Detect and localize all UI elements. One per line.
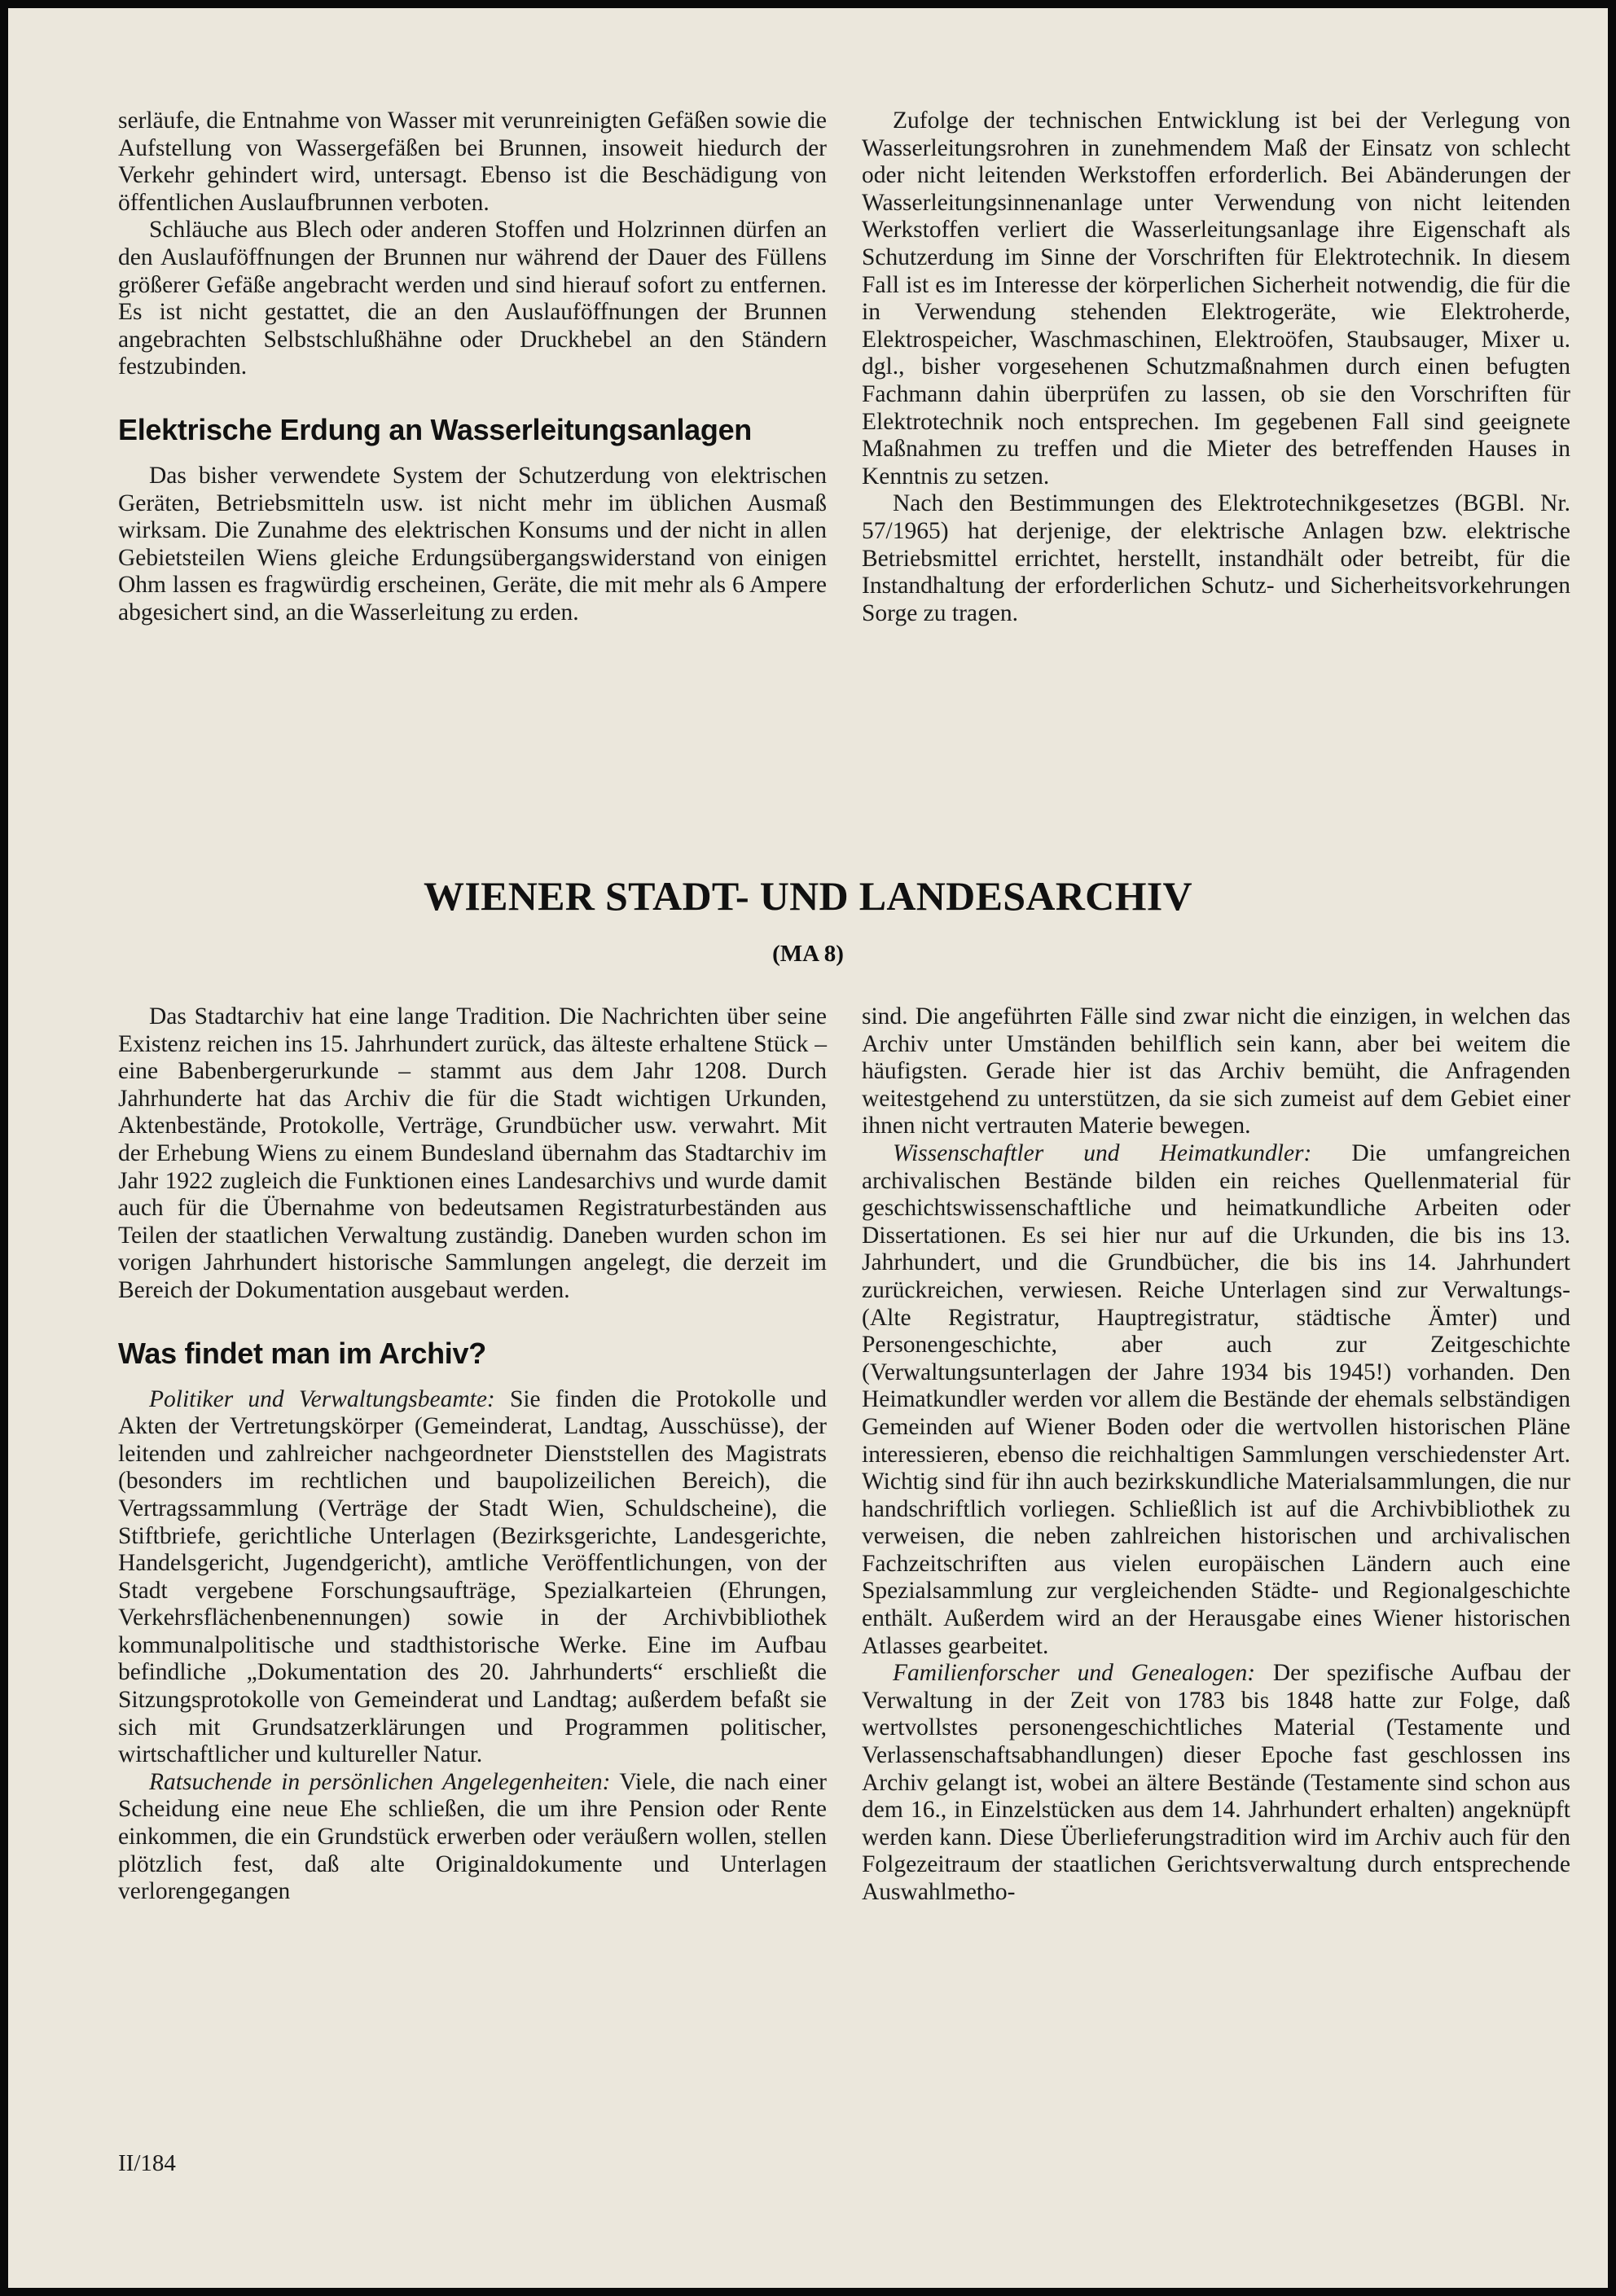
document-page (8, 8, 1608, 2288)
paragraph-body: Sie finden die Protokolle und Akten der Vertretungskörper (Gemeinderat, Landtag, Ausschüsse), der leitenden und zahlreicher nachgeordneter Dienststellen des Magistrats (besonders im rechtlichen und baupolizeilichen Bereich), die Vertragssammlung (Verträge der Stadt Wien, Schuldscheine), die Stiftbriefe, gerichtliche Unterlagen (Bezirksgerichte, Landesgerichte, Handelsgericht, Jugendgericht), amtliche Veröffentlichungen, von der Stadt vergebene Forschungsaufträge, Spezialkarteien (Ehrungen, Verkehrsflächenbenennungen) sowie in der Archivbibliothek kommunalpolitische und stadthistorische Werke. Eine im Aufbau befindliche „Dokumentation des 20. Jahrhunderts“ erschließt die Sitzungsprotokolle von Gemeinderat und Landtag; außerdem befaßt sie sich mit Grundsatzerklärungen und Programmen politischer, wirtschaftlicher und kultureller Natur. (118, 1385, 827, 1768)
paragraph (118, 1769, 827, 1906)
paragraph: sind. Die angeführten Fälle sind zwar nicht die einzigen, in welchen das Archiv unter Umständen behilflich sein kann, aber bei weitem die häufigsten. Gerade hier ist das Archiv bemüht, die Anfragenden weitestgehend zu unterstützen, da sie sich zumeist auf dem Gebiet einer ihnen nicht vertrauten Materie bewegen. (862, 1003, 1570, 1139)
paragraph (862, 1660, 1570, 1906)
paragraph-lead: Familienforscher und Genealogen: (893, 1660, 1256, 1687)
section-subtitle: (MA 8) (772, 941, 844, 967)
paragraph-lead: Ratsuchende in persönlichen Angelegenheiten: (149, 1768, 611, 1795)
paragraph-body: Der spezifische Aufbau der Verwaltung in der Zeit von 1783 bis 1848 hatte zur Folge, daß wertvollstes personengeschichtliches Material (Testamente und Verlassenschaftsabhandlungen) dieser Epoche fast geschlossen ins Archiv gelangt ist, wobei an ältere Bestände (Testamente sind schon aus dem 16., in Einzelstücken aus dem 14. Jahrhundert erhalten) angeknüpft werden kann. Diese Überlieferungstradition wird im Archiv auch für den Folgezeitraum der staatlichen Gerichtsverwaltung durch entsprechende Auswahlmetho- (862, 1660, 1570, 1905)
paragraph-lead: Politiker und Verwaltungsbeamte: (149, 1385, 495, 1412)
paragraph: Zufolge der technischen Entwicklung ist bei der Verlegung von Wasserleitungsrohren in zunehmendem Maß der Einsatz von schlecht oder nicht leitenden Werkstoffen erforderlich. Bei Abänderungen der Wasserleitungsinnenanlage unter Verwendung von nicht leitenden Werkstoffen verliert die Wasserleitungsanlage ihre Eigenschaft als Schutzerdung im Sinne der Vorschriften für Elektrotechnik. In diesem Fall ist es im Interesse der körperlichen Sicherheit notwendig, die für die in Verwendung stehenden Elektrogeräte, wie Elektroherde, Elektrospeicher, Waschmaschinen, Elektroöfen, Staubsauger, Mixer u. dgl., bisher vorgesehenen Schutzmaßnahmen durch einen befugten Fachmann dahin überprüfen zu lassen, ob sie den Vorschriften für Elektrotechnik noch entsprechen. Im gegebenen Fall sind geeignete Maßnahmen zu treffen und die Mieter des betreffenden Hauses in Kenntnis zu setzen. (862, 108, 1570, 489)
section-heading-erdung: Elektrische Erdung an Wasserleitungsanlagen (118, 412, 752, 446)
bottom-right-column (862, 1003, 1570, 1907)
section-heading-archiv: Was findet man im Archiv? (118, 1336, 486, 1370)
paragraph (862, 1140, 1570, 1660)
top-left-column (118, 108, 827, 627)
paragraph (118, 1386, 827, 1769)
paragraph-body: Viele, die nach einer Scheidung eine neue Ehe schließen, die um ihre Pension oder Rente einkommen, die ein Grundstück erwerben oder veräußern wollen, stellen plötzlich fest, daß alte Originaldokumente und Unterlagen verlorengegangen (118, 1768, 828, 1905)
page-number: II/184 (118, 2150, 176, 2176)
paragraph: Das bisher verwendete System der Schutzerdung von elektrischen Geräten, Betriebsmitteln usw. ist nicht mehr im üblichen Ausmaß wirksam. Die Zunahme des elektrischen Konsums und der nicht in allen Gebietsteilen Wiens gleiche Erdungsübergangswiderstand von einigen Ohm lassen es fragwürdig erscheinen, Geräte, die mit mehr als 6 Ampere abgesichert sind, an die Wasserleitung zu erden. (118, 462, 827, 626)
top-right-column (862, 108, 1570, 627)
bottom-left-column (118, 1003, 827, 1906)
section-title: WIENER STADT- UND LANDESARCHIV (424, 873, 1192, 919)
paragraph-body: Die umfangreichen archivalischen Bestände bilden ein reiches Quellenmaterial für geschichtswissenschaftliche und heimatkundliche Arbeiten oder Dissertationen. Es sei hier nur auf die Urkunden, die bis ins 13. Jahrhundert, und die Grundbücher, die bis ins 14. Jahrhundert zurückreichen, verwiesen. Reiche Unterlagen sind zur Verwaltungs- (Alte Registratur, Hauptregistratur, städtische Ämter) und Personengeschichte, aber auch zur Zeitgeschichte (Verwaltungsunterlagen der Jahre 1934 bis 1945!) vorhanden. Den Heimatkundler werden vor allem die Bestände der ehemals selbständigen Gemeinden auf Wiener Boden oder die wertvollen historischen Pläne interessieren, ebenso die reichhaltigen Sammlungen verschiedenster Art. Wichtig sind für ihn auch bezirkskundliche Materialsammlungen, die nur handschriftlich vorliegen. Schließlich ist auf die Archivbibliothek zu verweisen, die neben zahlreichen historischen und archivalischen Fachzeitschriften aus vielen europäischen Ländern auch eine Spezialsammlung zur vergleichenden Städte- und Regionalgeschichte enthält. Außerdem wird an der Herausgabe eines Wiener historischen Atlasses gearbeitet. (862, 1139, 1570, 1659)
paragraph-lead: Wissenschaftler und Heimatkundler: (893, 1139, 1312, 1166)
paragraph: serläufe, die Entnahme von Wasser mit verunreinigten Gefäßen sowie die Aufstellung von Wassergefäßen bei Brunnen, insoweit hiedurch der Verkehr gehindert wird, untersagt. Ebenso ist die Beschädigung von öffentlichen Auslaufbrunnen verboten. (118, 108, 827, 216)
paragraph: Nach den Bestimmungen des Elektrotechnikgesetzes (BGBl. Nr. 57/1965) hat derjenige, der elektrische Anlagen bzw. elektrische Betriebsmittel errichtet, herstellt, instandhält oder betreibt, für die Instandhaltung der erforderlichen Schutz- und Sicherheitsvorkehrungen Sorge zu tragen. (862, 490, 1570, 626)
paragraph: Das Stadtarchiv hat eine lange Tradition. Die Nachrichten über seine Existenz reichen ins 15. Jahrhundert zurück, das älteste erhaltene Stück – eine Babenbergerurkunde – stammt aus dem Jahr 1208. Durch Jahrhunderte hat das Archiv die für die Stadt wichtigen Urkunden, Aktenbestände, Protokolle, Verträge, Grundbücher usw. verwahrt. Mit der Erhebung Wiens zu einem Bundesland übernahm das Stadtarchiv im Jahr 1922 zugleich die Funktionen eines Landesarchivs und wurde damit auch für die Übernahme von bedeutsamen Registraturbeständen aus Teilen der staatlichen Verwaltung zuständig. Daneben wurden schon im vorigen Jahrhundert historische Sammlungen angelegt, die derzeit im Bereich der Dokumentation ausgebaut werden. (118, 1003, 827, 1303)
paragraph: Schläuche aus Blech oder anderen Stoffen und Holzrinnen dürfen an den Auslauföffnungen der Brunnen nur während der Dauer des Füllens größerer Gefäße angebracht werden und sind hierauf sofort zu entfernen. Es ist nicht gestattet, die an den Auslauföffnungen der Brunnen angebrachten Selbstschlußhähne oder Druckhebel an den Ständern festzubinden. (118, 217, 827, 380)
